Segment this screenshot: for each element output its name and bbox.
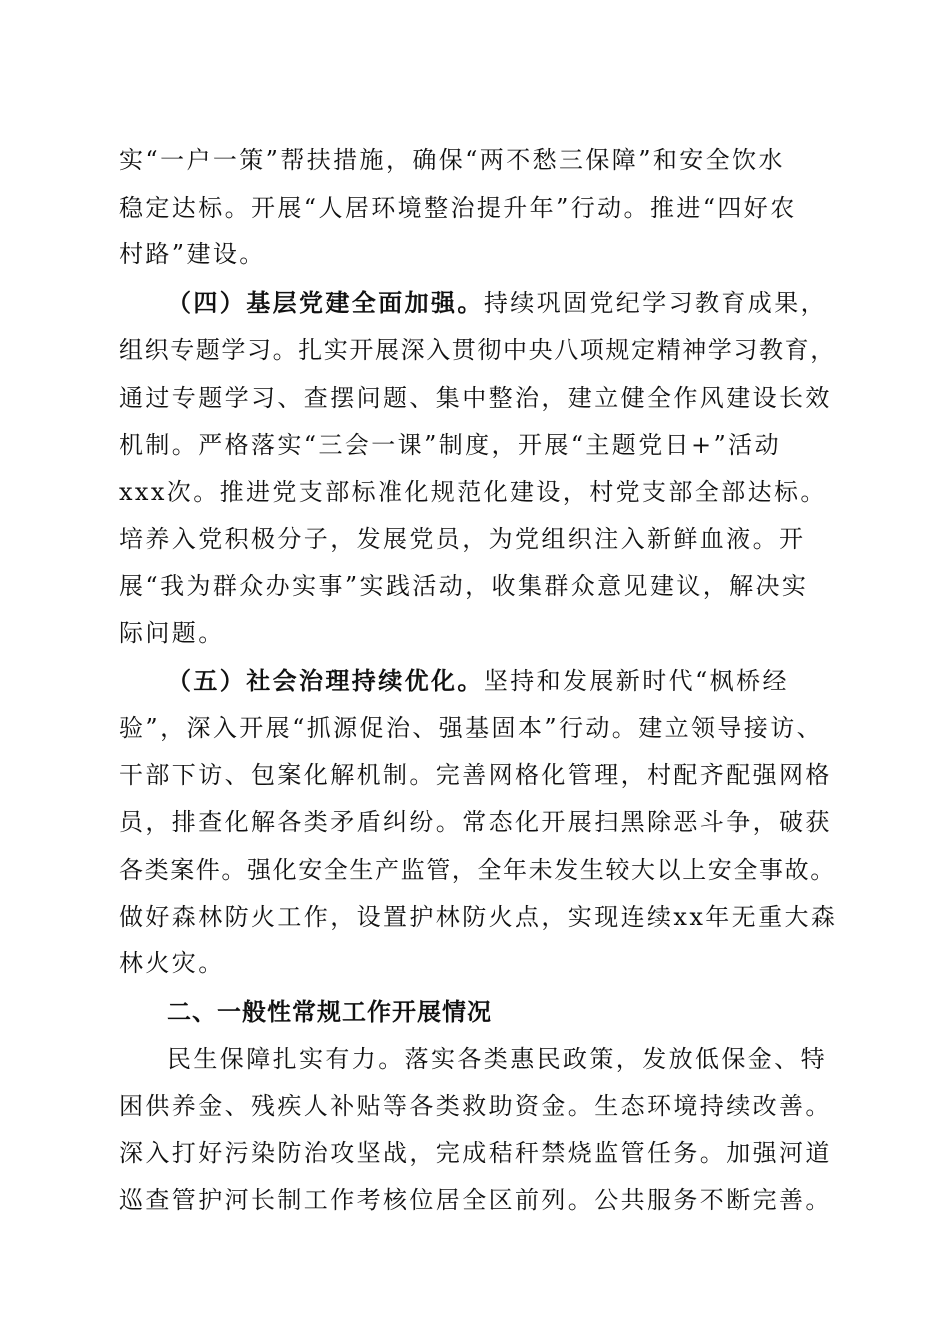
paragraph-line: 各类案件。强化安全生产监管，全年未发生较大以上安全事故。	[119, 856, 836, 884]
paragraph-line: 际问题。	[119, 619, 225, 647]
section-5-first-line	[167, 666, 789, 696]
section-5-title: （五）社会治理持续优化。	[167, 666, 484, 695]
paragraph-line: 展“我为群众办实事”实践活动，收集群众意见建议，解决实	[119, 572, 809, 600]
paragraph-line: 村路”建设。	[119, 240, 266, 268]
paragraph-line: 组织专题学习。扎实开展深入贯彻中央八项规定精神学习教育，	[119, 336, 836, 364]
paragraph-line: 机制。严格落实“三会一课”制度，开展“主题党日+”活动	[119, 431, 781, 459]
paragraph-line: 深入打好污染防治攻坚战，完成秸秆禁烧监管任务。加强河道	[119, 1139, 832, 1167]
paragraph-line: 民生保障扎实有力。落实各类惠民政策，发放低保金、特	[167, 1045, 827, 1073]
paragraph-line: 员，排查化解各类矛盾纠纷。常态化开展扫黑除恶斗争，破获	[119, 808, 832, 836]
paragraph-line: xxx次。推进党支部标准化规范化建设，村党支部全部达标。	[119, 478, 827, 506]
section-4-title: （四）基层党建全面加强。	[167, 288, 484, 317]
paragraph-line: 培养入党积极分子，发展党员，为党组织注入新鲜血液。开	[119, 525, 806, 553]
paragraph-line: 做好森林防火工作，设置护林防火点，实现连续xx年无重大森	[119, 903, 838, 931]
section-4-text: 持续巩固党纪学习教育成果，	[483, 289, 828, 317]
paragraph-line: 巡查管护河长制工作考核位居全区前列。公共服务不断完善。	[119, 1186, 832, 1214]
paragraph-line: 验”，深入开展“抓源促治、强基固本”行动。建立领导接访、	[119, 714, 824, 742]
paragraph-line: 实“一户一策”帮扶措施，确保“两不愁三保障”和安全饮水	[119, 146, 785, 174]
paragraph-line: 干部下访、包案化解机制。完善网格化管理，村配齐配强网格	[119, 761, 832, 789]
paragraph-line: 林火灾。	[119, 949, 225, 977]
section-4-first-line	[167, 288, 827, 318]
section-5-text: 坚持和发展新时代“枫桥经	[483, 667, 789, 695]
paragraph-line: 通过专题学习、查摆问题、集中整治，建立健全作风建设长效	[119, 384, 832, 412]
section-heading: 二、一般性常规工作开展情况	[167, 998, 492, 1026]
paragraph-line: 稳定达标。开展“人居环境整治提升年”行动。推进“四好农	[119, 194, 797, 222]
paragraph-line: 困供养金、残疾人补贴等各类救助资金。生态环境持续改善。	[119, 1092, 832, 1120]
